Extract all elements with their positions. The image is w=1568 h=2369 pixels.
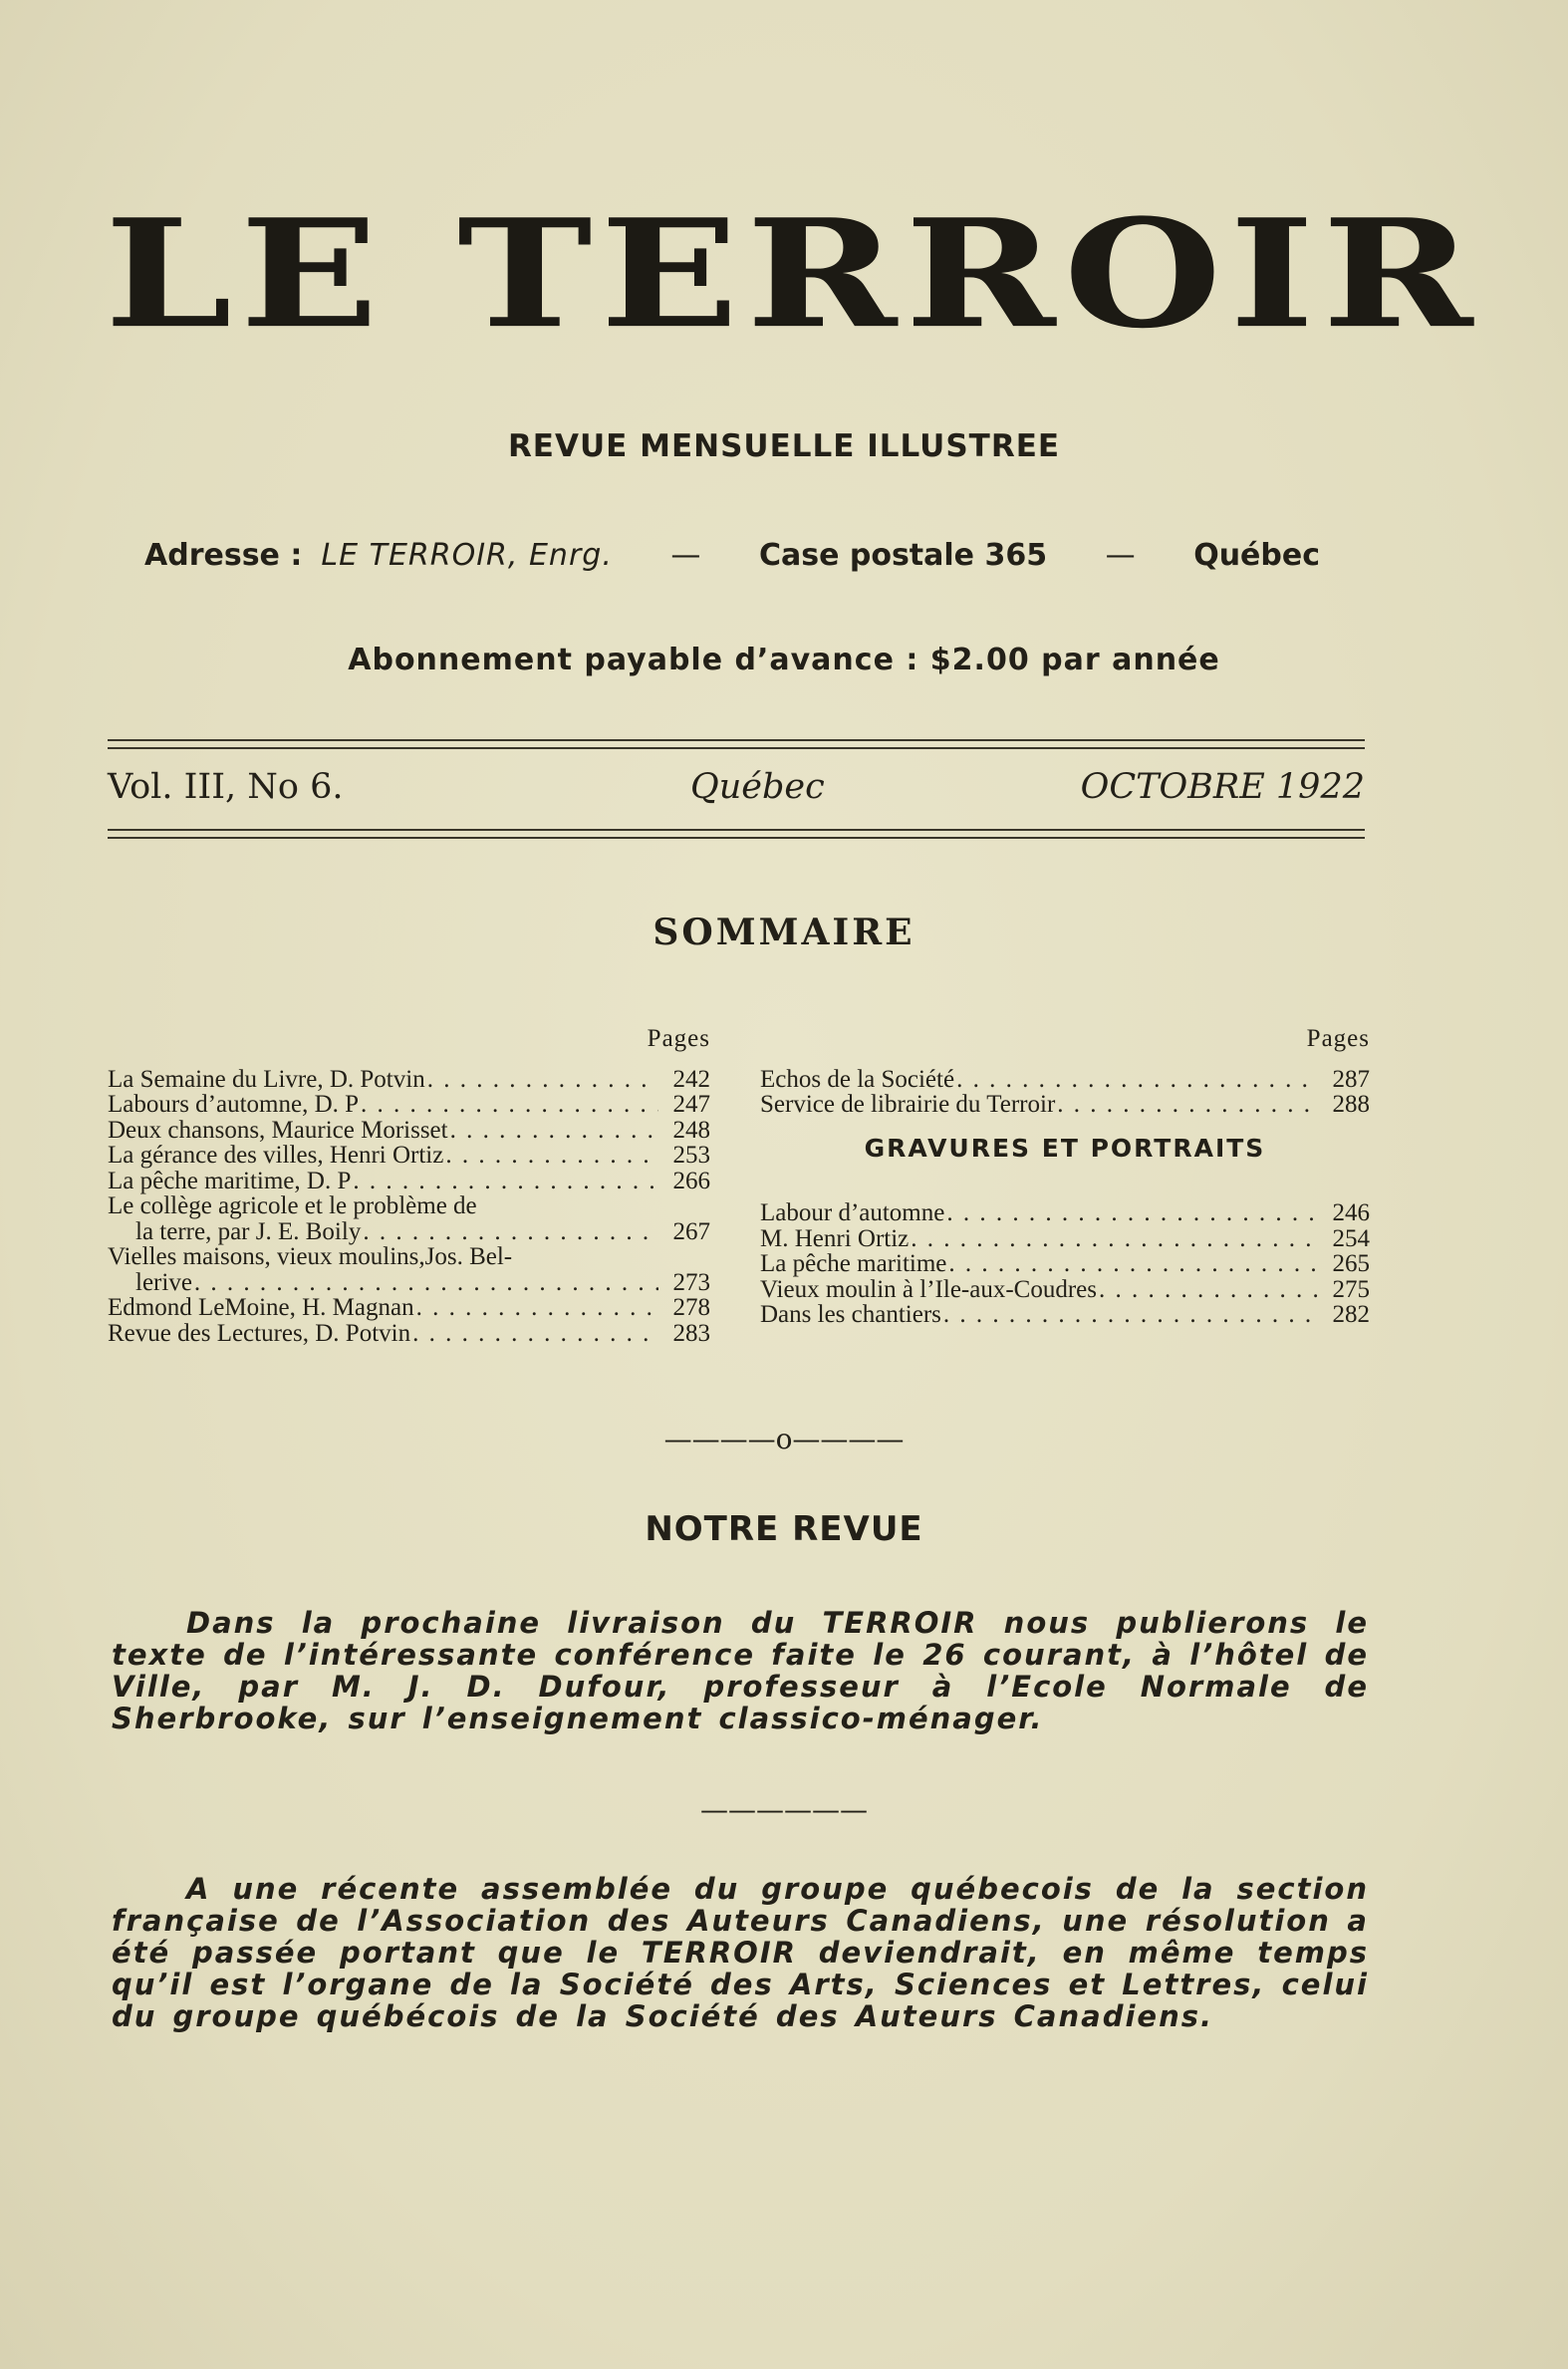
address-city: Québec: [1193, 538, 1320, 573]
engraving-entry: [760, 1226, 1370, 1252]
subtitle: REVUE MENSUELLE ILLUSTREE: [507, 428, 1061, 464]
engraving-entry-title: La pêche maritime: [760, 1250, 947, 1277]
toc-left-entry-title: la terre, par J. E. Boily: [135, 1217, 362, 1245]
notre-revue-heading: NOTRE REVUE: [645, 1509, 923, 1549]
engraving-entry-title: Dans les chantiers: [760, 1301, 941, 1328]
toc-right-entry-title: Echos de la Société: [760, 1065, 955, 1093]
engraving-entry: [760, 1302, 1370, 1328]
engraving-entry-title: M. Henri Ortiz: [760, 1224, 910, 1252]
toc-left-entry-title: Labours d’automne, D. P: [108, 1091, 360, 1118]
toc-left-entry-title: Le collège agricole et le problème de: [108, 1192, 477, 1219]
engraving-entry-page: 254: [1332, 1224, 1370, 1252]
toc-right-entry-page: 288: [1332, 1091, 1370, 1118]
engraving-entry-title: Labour d’automne: [760, 1199, 945, 1226]
dot-leader: [361, 1092, 658, 1118]
dot-leader: [427, 1067, 658, 1093]
toc-right-entry-page: 287: [1332, 1065, 1370, 1093]
rule-bottom-2: [108, 837, 1365, 839]
dot-leader: [412, 1321, 658, 1347]
dot-leader: [946, 1200, 1318, 1226]
address-dash-1: —: [670, 538, 701, 573]
toc-left-entry-title: La Semaine du Livre, D. Potvin: [108, 1065, 425, 1093]
toc-right-entries: [760, 1067, 1370, 1118]
engraving-entry: [760, 1277, 1370, 1303]
toc-left-entry: [108, 1295, 710, 1321]
toc-left-entry: [108, 1143, 710, 1169]
dot-leader: [445, 1143, 658, 1169]
toc-left-entries: [108, 1067, 710, 1347]
toc-left-entry: [108, 1270, 710, 1296]
toc-left-entry-title: Deux chansons, Maurice Morisset: [108, 1116, 448, 1144]
dot-leader: [353, 1169, 658, 1194]
pages-label-right: Pages: [1306, 1025, 1370, 1052]
toc-left-entry-page: 253: [672, 1142, 710, 1169]
separator-dashes: ——————: [700, 1793, 868, 1826]
engraving-entry: [760, 1251, 1370, 1277]
dot-leader: [948, 1251, 1318, 1277]
toc-left-entry-page: 273: [672, 1268, 710, 1296]
toc-right-entry: [760, 1092, 1370, 1118]
address-dash-2: —: [1105, 538, 1136, 573]
toc-left-column: [108, 1026, 710, 1346]
toc-left-entry-page: 248: [672, 1116, 710, 1144]
toc-left-entry-title: lerive: [135, 1268, 192, 1296]
rule-bottom-1: [108, 829, 1365, 831]
issue-date: OCTOBRE 1922: [1080, 767, 1365, 807]
toc-left-entry: [108, 1118, 710, 1144]
address-label: Adresse :: [144, 538, 303, 573]
dot-leader: [911, 1226, 1318, 1252]
dot-leader: [1099, 1277, 1318, 1303]
toc-left-entry-page: 278: [672, 1294, 710, 1321]
toc-left-entry-page: 266: [672, 1167, 710, 1194]
toc-left-entry: [108, 1169, 710, 1194]
separator-ornament: ————o————: [663, 1423, 905, 1455]
address-box: Case postale 365: [758, 538, 1048, 573]
toc-right-column: [760, 1026, 1370, 1328]
address-line: [144, 538, 1320, 573]
engraving-entry-title: Vieux moulin à l’Ile-aux-Coudres: [760, 1275, 1097, 1303]
toc-left-entry: [108, 1219, 710, 1245]
toc-left-entry: [108, 1092, 710, 1118]
dot-leader: [1057, 1092, 1318, 1118]
issue-city: Québec: [690, 767, 825, 807]
dot-leader: [363, 1219, 658, 1245]
dot-leader: [416, 1295, 658, 1321]
masthead-title: LE TERROIR: [105, 185, 1481, 362]
dot-leader: [450, 1118, 658, 1144]
assembly-paragraph: A une récente assemblée du groupe québecois de la section française de l’Association des Auteurs Canadiens, une résolution a été passée portant que le TERROIR deviendrait, en même temps qu’il est l’organe de la Société des Arts, Sciences et Lettres, celui du groupe québécois de la Société des Auteurs Canadiens.: [112, 1872, 1369, 2033]
toc-left-entry-title: Revue des Lectures, D. Potvin: [108, 1319, 411, 1347]
toc-left-entry-page: 242: [672, 1065, 710, 1093]
toc-left-entry: [108, 1067, 710, 1093]
address-name: LE TERROIR, Enrg.: [321, 538, 613, 573]
issue-volume: Vol. III, No 6.: [108, 767, 344, 807]
toc-left-entry-title: Vielles maisons, vieux moulins,Jos. Bel-: [108, 1243, 513, 1270]
engraving-entry: [760, 1200, 1370, 1226]
engraving-entry-page: 275: [1332, 1275, 1370, 1303]
subscription-line: Abonnement payable d’avance : $2.00 par année: [348, 643, 1220, 677]
toc-left-entry-title: La gérance des villes, Henri Ortiz: [108, 1142, 444, 1169]
toc-left-entry: [108, 1321, 710, 1347]
toc-left-entry: [108, 1193, 710, 1219]
notre-revue-paragraph: Dans la prochaine livraison du TERROIR nous publierons le texte de l’intéressante conférence faite le 26 courant, à l’hôtel de Ville, par M. J. D. Dufour, professeur à l’Ecole Normale de Sherbrooke, sur l’enseignement classico-ménager.: [112, 1606, 1369, 1735]
toc-left-entry-page: 283: [672, 1319, 710, 1347]
engravings-heading: GRAVURES ET PORTRAITS: [864, 1133, 1266, 1163]
engraving-entry-page: 282: [1332, 1301, 1370, 1328]
toc-left-entry-title: La pêche maritime, D. P: [108, 1167, 352, 1194]
toc-engravings-entries: [760, 1200, 1370, 1328]
pages-label-left: Pages: [647, 1025, 710, 1052]
engraving-entry-page: 265: [1332, 1250, 1370, 1277]
sommaire-heading: SOMMAIRE: [653, 912, 915, 953]
toc-left-entry: [108, 1244, 710, 1270]
rule-top-2: [108, 747, 1365, 749]
toc-left-entry-title: Edmond LeMoine, H. Magnan: [108, 1294, 414, 1321]
toc-left-entry-page: 267: [672, 1217, 710, 1245]
toc-right-entry-title: Service de librairie du Terroir: [760, 1091, 1056, 1118]
engraving-entry-page: 246: [1332, 1199, 1370, 1226]
dot-leader: [194, 1270, 658, 1296]
dot-leader: [956, 1067, 1318, 1093]
rule-top-1: [108, 739, 1365, 741]
dot-leader: [943, 1302, 1318, 1328]
toc-left-entry-page: 247: [672, 1091, 710, 1118]
toc-right-entry: [760, 1067, 1370, 1093]
